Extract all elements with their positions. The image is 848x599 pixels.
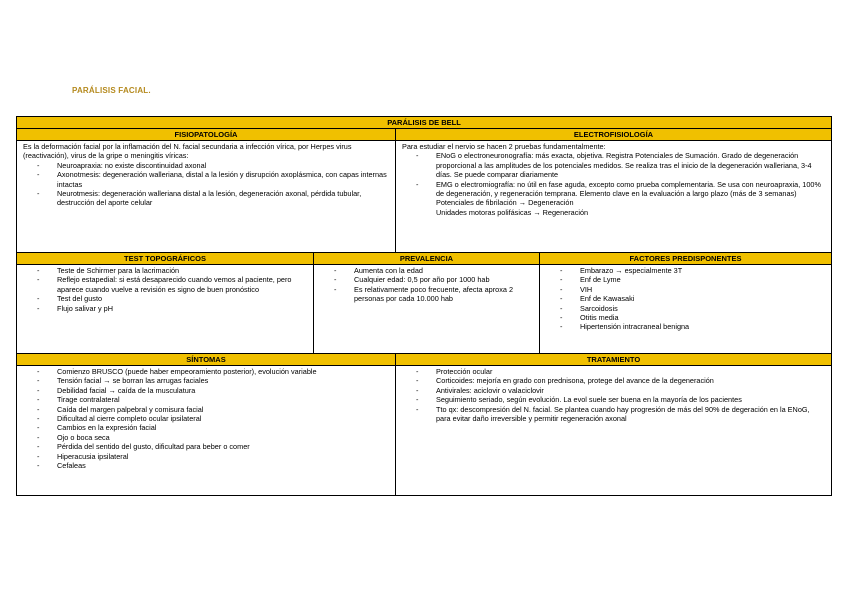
fibrilacion-line: Potenciales de fibrilación → Degeneración bbox=[436, 198, 574, 208]
sintomas-content bbox=[17, 366, 395, 495]
prevalencia-header: PREVALENCIA bbox=[313, 253, 539, 264]
list-item: - Es relativamente poco frecuente, afecta aproxa 2 personas por cada 10.000 hab bbox=[320, 285, 533, 304]
list-item: - ENoG o electroneuronografía: más exacta, objetiva. Registra Potenciales de Sumación. Grado de degeneración proporcional a las amplitudes de los potenciales medidos. Se realiza tras el inicio de la degeneración walleriana, 3-4 días. Se puede comparar diariamente bbox=[402, 151, 825, 179]
list-item: - Enf de Kawasaki bbox=[546, 294, 825, 303]
list-item: - Enf de Lyme bbox=[546, 275, 825, 284]
list-item: - Tirage contralateral bbox=[23, 395, 389, 404]
sintomas-header: SÍNTOMAS bbox=[17, 354, 395, 365]
list-item: - Corticoides: mejoría en grado con prednisona, protege del avance de la degeneración bbox=[402, 376, 825, 385]
list-item: - Cefaleas bbox=[23, 461, 389, 470]
electrofisiologia-header: ELECTROFISIOLOGÍA bbox=[395, 129, 831, 140]
list-item: - Debilidad facial → caída de la musculatura bbox=[23, 386, 389, 395]
list-item: - Sarcoidosis bbox=[546, 304, 825, 313]
factores-list bbox=[546, 266, 825, 332]
polifasicas-line: Unidades motoras polifásicas → Regeneración bbox=[436, 207, 589, 217]
list-item: - Flujo salivar y pH bbox=[23, 304, 307, 313]
section-body-row-1 bbox=[17, 140, 831, 252]
list-item: - Hipertensión intracraneal benigna bbox=[546, 322, 825, 331]
list-item: - Embarazo → especialmente 3T bbox=[546, 266, 825, 275]
electrofisiologia-list bbox=[402, 151, 825, 198]
list-item: - VIH bbox=[546, 285, 825, 294]
fisiopatologia-list bbox=[23, 161, 389, 208]
fisiopatologia-content bbox=[17, 141, 395, 252]
test-topograficos-header: TEST TOPOGRÁFICOS bbox=[17, 253, 313, 264]
list-item: - Ojo o boca seca bbox=[23, 433, 389, 442]
list-item: - Dificultad al cierre completo ocular ipsilateral bbox=[23, 414, 389, 423]
list-item: - Pérdida del sentido del gusto, dificultad para beber o comer bbox=[23, 442, 389, 451]
sintomas-list bbox=[23, 367, 389, 470]
list-item: - Cambios en la expresión facial bbox=[23, 423, 389, 432]
factores-content bbox=[539, 265, 831, 353]
prevalencia-list bbox=[320, 266, 533, 304]
electrofisiologia-content bbox=[395, 141, 831, 252]
list-item: - Hiperacusia ipsilateral bbox=[23, 452, 389, 461]
document-title: PARÁLISIS FACIAL. bbox=[72, 86, 151, 95]
section-body-row-2 bbox=[17, 264, 831, 353]
list-item: - Antivirales: aciclovir o valaciclovir bbox=[402, 386, 825, 395]
table-title-row bbox=[17, 117, 831, 128]
list-item: - Protección ocular bbox=[402, 367, 825, 376]
section-headers-row-1 bbox=[17, 128, 831, 140]
list-item: - Tensión facial → se borran las arrugas faciales bbox=[23, 376, 389, 385]
list-item: - Neurotmesis: degeneración walleriana distal a la lesión, degeneración axonal, pérdida tubular, destrucción del aporte celular bbox=[23, 189, 389, 208]
list-item: - Tto qx: descompresión del N. facial. Se plantea cuando hay progresión de más del 90% de degeración en la ENoG, para evitar daño irreversible y permitir regeneración axonal bbox=[402, 405, 825, 424]
list-item: - EMG o electromiografía: no útil en fase aguda, excepto como prueba complementaria. Se usa con neuroapraxia, 100% de degeneración, y regeneración temprana. Elemento clave en la evaluación a largo plazo (más de 3 semanas) bbox=[402, 180, 825, 199]
list-item: - Seguimiento seriado, según evolución. La evol suele ser buena en la mayoría de los pacientes bbox=[402, 395, 825, 404]
list-item: - Test del gusto bbox=[23, 294, 307, 303]
test-topograficos-list bbox=[23, 266, 307, 313]
tratamiento-list bbox=[402, 367, 825, 423]
section-headers-row-3 bbox=[17, 353, 831, 365]
list-item: - Reflejo estapedial: si está desaparecido cuando vemos al paciente, pero aparece cuando vuelve a revisión es signo de buen pronóstico bbox=[23, 275, 307, 294]
list-item: - Comienzo BRUSCO (puede haber empeoramiento posterior), evolución variable bbox=[23, 367, 389, 376]
section-body-row-3 bbox=[17, 365, 831, 495]
test-topograficos-content bbox=[17, 265, 313, 353]
list-item: - Aumenta con la edad bbox=[320, 266, 533, 275]
fisiopatologia-intro: Es la deformación facial por la inflamación del N. facial secundaria a infección vírica, por Herpes virus (reactivación), virus de la gripe o meningitis víricas: bbox=[23, 142, 352, 161]
list-item: - Teste de Schirmer para la lacrimación bbox=[23, 266, 307, 275]
list-item: - Neuroapraxia: no existe discontinuidad axonal bbox=[23, 161, 389, 170]
tratamiento-content bbox=[395, 366, 831, 495]
section-headers-row-2 bbox=[17, 252, 831, 264]
list-item: - Otitis media bbox=[546, 313, 825, 322]
paralisis-de-bell-table bbox=[16, 116, 832, 496]
list-item: - Caída del margen palpebral y comisura facial bbox=[23, 405, 389, 414]
table-title: PARÁLISIS DE BELL bbox=[17, 117, 831, 128]
list-item: - Cualquier edad: 0,5 por año por 1000 hab bbox=[320, 275, 533, 284]
list-item: - Axonotmesis: degeneración walleriana, distal a la lesión y disrupción axoplásmica, con capas internas intactas bbox=[23, 170, 389, 189]
tratamiento-header: TRATAMIENTO bbox=[395, 354, 831, 365]
electrofisiologia-intro: Para estudiar el nervio se hacen 2 pruebas fundamentalmente: bbox=[402, 142, 606, 151]
factores-header: FACTORES PREDISPONENTES bbox=[539, 253, 831, 264]
fisiopatologia-header: FISIOPATOLOGÍA bbox=[17, 129, 395, 140]
prevalencia-content bbox=[313, 265, 539, 353]
